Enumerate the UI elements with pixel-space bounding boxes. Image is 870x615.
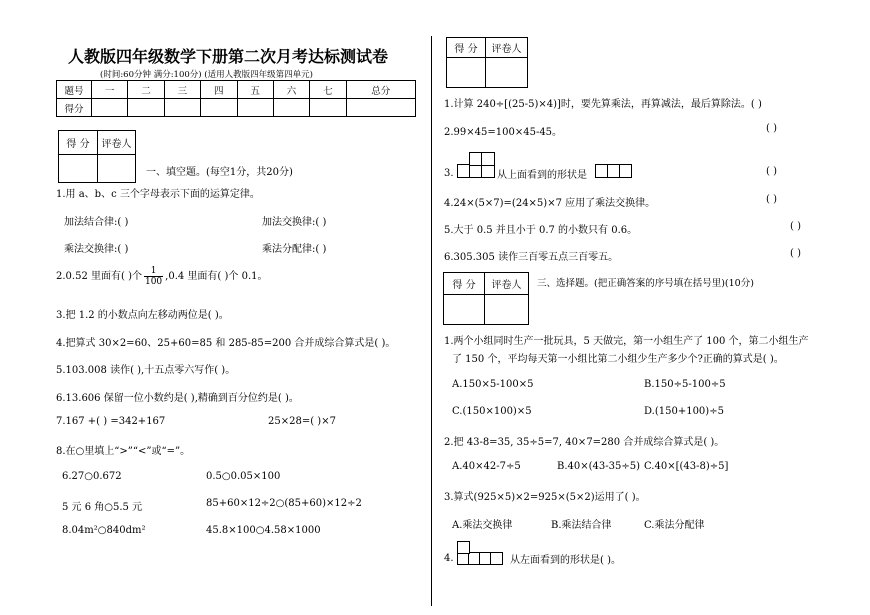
tf-question-3-text: 从上面看到的形状是 — [497, 170, 587, 181]
question-7a: 7.167 +( ) =342+167 — [56, 416, 166, 427]
tf-question-2: 2.99×45=100×45-45。 — [444, 127, 563, 138]
score-table — [56, 80, 416, 117]
mc-option-3a: A.乘法交换律 — [452, 520, 513, 531]
grader-box-3 — [443, 272, 529, 325]
question-8: 8.在○里填上“>”“<”或“=”。 — [56, 446, 191, 457]
tf-question-1: 1.计算 240÷[(25-5)×4)]时，要先算乘法，再算减法，最后算除法。( ) — [444, 99, 762, 110]
question-8a: 6.27○0.672 — [62, 471, 122, 482]
fraction-denominator: 100 — [144, 277, 163, 287]
score-cell — [237, 99, 273, 117]
score-header-cell: 六 — [273, 81, 309, 99]
score-header-cell: 五 — [237, 81, 273, 99]
score-cell — [273, 99, 309, 117]
score-cell — [346, 99, 415, 117]
mc-question-4-number: 4. — [444, 553, 454, 564]
question-1c: 乘法交换律:( ) — [64, 244, 129, 255]
grader-score-label: 得 分 — [447, 38, 486, 58]
mc-question-3: 3.算式(925×5)×2=925×(5×2)运用了( )。 — [444, 492, 646, 503]
tf-answer-5: ( ) — [790, 221, 801, 232]
fraction-numerator: 1 — [144, 266, 163, 277]
grader-score-label: 得 分 — [59, 131, 98, 155]
fraction — [144, 266, 163, 287]
score-cell — [92, 99, 128, 117]
score-cell — [310, 99, 346, 117]
grader-box-1 — [58, 130, 136, 183]
mc-option-1c: C.(150×100)×5 — [452, 406, 532, 417]
tf-answer-4: ( ) — [766, 194, 777, 205]
question-2 — [56, 266, 267, 287]
mc-option-2b: B.40×(43-35÷5) — [557, 461, 641, 472]
tf-answer-2: ( ) — [766, 123, 777, 134]
mc-option-2a: A.40×42-7÷5 — [452, 461, 521, 472]
question-8d: 85+60×12÷2○(85+60)×12÷2 — [206, 498, 362, 509]
mc-question-2: 2.把 43-8=35, 35÷5=7, 40×7=280 合并成综合算式是( )。 — [444, 437, 725, 448]
tf-question-3-number: 3. — [444, 168, 454, 179]
grader-label: 评卷人 — [485, 273, 529, 295]
page-subtitle: (时间:60分钟 满分:100分) (适用人教版四年级第四单元) — [100, 70, 313, 80]
question-2-post: ,0.4 里面有( )个 0.1。 — [165, 271, 268, 282]
mc-option-3b: B.乘法结合律 — [551, 520, 612, 531]
mc-option-1d: D.(150+100)÷5 — [644, 406, 724, 417]
question-1d: 乘法分配律:( ) — [262, 244, 327, 255]
question-5: 5.103.008 读作( ),十五点零六写作( )。 — [56, 365, 236, 376]
tf-question-6: 6.305.305 读作三百零五点三百零五。 — [444, 252, 619, 263]
tf-answer-6: ( ) — [790, 248, 801, 259]
tf-answer-3: ( ) — [766, 166, 777, 177]
grader-label: 评卷人 — [486, 38, 528, 58]
question-4: 4.把算式 30×2=60、25+60=85 和 285-85=200 合并成综合算式是( )。 — [56, 338, 396, 349]
score-header-cell: 二 — [128, 81, 164, 99]
section-heading: 一、填空题。(每空1分，共20分) — [146, 167, 293, 178]
cube-figure-left — [455, 540, 513, 568]
score-cell — [164, 99, 200, 117]
mc-question-1-line1: 1.两个小组同时生产一批玩具，5 天做完，第一小组生产了 100 个，第二小组生产 — [444, 336, 809, 347]
score-row-label: 得分 — [57, 99, 92, 117]
mc-question-4-text: 从左面看到的形状是( )。 — [510, 555, 621, 566]
score-header-cell: 总分 — [346, 81, 415, 99]
question-8f: 45.8×100○4.58×1000 — [206, 525, 321, 536]
question-8e: 8.04m²○840dm² — [62, 525, 146, 536]
question-1: 1.用 a、b、c 三个字母表示下面的运算定律。 — [56, 189, 260, 200]
grader-score-label: 得 分 — [444, 273, 485, 295]
score-header-cell: 题号 — [57, 81, 92, 99]
mc-option-3c: C.乘法分配律 — [644, 520, 705, 531]
question-1a: 加法结合律:( ) — [64, 217, 129, 228]
mc-option-2c: C.40×[(43-8)÷5] — [644, 461, 729, 472]
question-2-pre: 2.0.52 里面有( )个 — [56, 271, 142, 282]
score-header-cell: 四 — [201, 81, 237, 99]
question-1b: 加法交换律:( ) — [262, 217, 327, 228]
score-cell — [128, 99, 164, 117]
score-header-cell: 三 — [164, 81, 200, 99]
mc-option-1a: A.150×5-100×5 — [452, 379, 534, 390]
score-header-cell: 一 — [92, 81, 128, 99]
shape-boxes-3 — [595, 164, 631, 178]
grader-label: 评卷人 — [98, 131, 136, 155]
tf-question-5: 5.大于 0.5 并且小于 0.7 的小数只有 0.6。 — [444, 225, 638, 236]
question-8c: 5 元 6 角○5.5 元 — [62, 502, 143, 513]
question-8b: 0.5○0.05×100 — [206, 471, 281, 482]
page-title: 人教版四年级数学下册第二次月考达标测试卷 — [68, 47, 389, 66]
section3-heading: 三、选择题。(把正确答案的序号填在括号里)(10分) — [537, 278, 754, 289]
score-cell — [201, 99, 237, 117]
score-header-cell: 七 — [310, 81, 346, 99]
question-3: 3.把 1.2 的小数点向左移动两位是( )。 — [56, 310, 229, 321]
mc-question-1-line2: 了 150 个，平均每天第一小组比第二小组少生产多少个?正确的算式是( )。 — [452, 354, 784, 365]
mc-option-1b: B.150÷5-100÷5 — [644, 379, 726, 390]
tf-question-4: 4.24×(5×7)=(24×5)×7 应用了乘法交换律。 — [444, 198, 656, 209]
column-divider — [431, 36, 432, 606]
question-7b: 25×28=( )×7 — [268, 416, 336, 427]
cube-figure-top — [455, 150, 499, 180]
grader-box-2 — [446, 37, 528, 88]
question-6: 6.13.606 保留一位小数约是( ),精确到百分位约是( )。 — [56, 393, 299, 404]
